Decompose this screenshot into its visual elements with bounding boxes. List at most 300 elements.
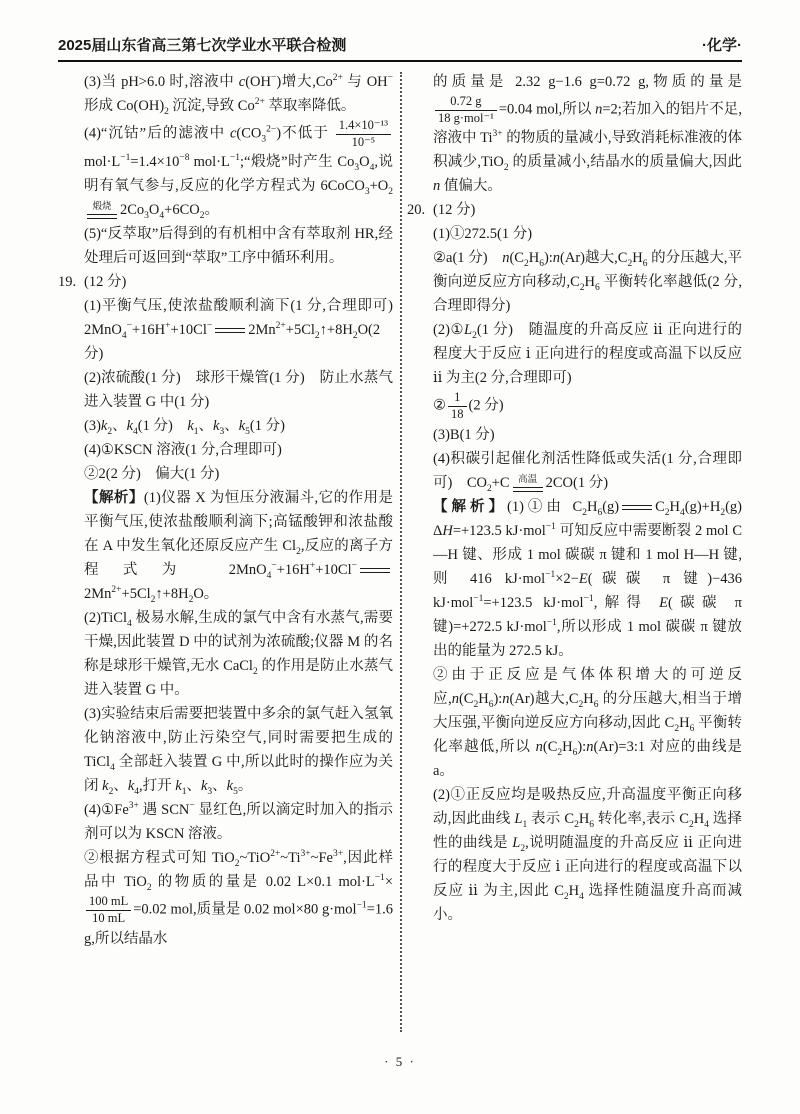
text-run: 【解析】 (84, 490, 144, 507)
text-run: 极易水解,生成的氯气中含有水蒸气,需要干燥,因此装置 D 中的试剂为浓硫酸;仪器 M 的名称是球形干燥管,无水 CaCl (84, 610, 393, 675)
text-run: +O (369, 178, 389, 195)
text-run: 2 (523, 259, 529, 270)
double-line-equals (215, 328, 245, 333)
paragraph (433, 495, 757, 663)
text-run: ②由于正反应是气体体积增大的可逆反应, (433, 666, 742, 707)
text-run: )不低于 (276, 125, 334, 142)
text-run: =+123.5 kJ·mol (452, 522, 546, 539)
text-run: 3 (144, 211, 149, 222)
text-run: 2Mn (248, 322, 276, 339)
text-run: n (502, 690, 510, 707)
text-run: ② (433, 397, 446, 414)
text-run: mol·L (189, 154, 230, 171)
text-run: 4 (134, 787, 139, 798)
text-run: 2 (352, 331, 358, 342)
text-run: (3)当 pH>6.0 时,溶液中 (84, 74, 239, 90)
text-run: L (514, 810, 523, 827)
paragraph (84, 438, 393, 462)
text-run: k (238, 418, 246, 435)
paragraph (84, 798, 393, 846)
text-run: 2 (574, 819, 579, 830)
text-run: 1 (181, 787, 187, 798)
paragraph (433, 447, 742, 495)
text-run: ,解得 (593, 594, 660, 611)
text-run: +16H (131, 322, 166, 339)
text-run: 、 (212, 778, 227, 795)
text-run: O。 (193, 586, 219, 603)
text-run: 2 (557, 747, 563, 758)
text-run: k (187, 418, 194, 435)
text-run: H (442, 522, 453, 539)
text-run: 6 (689, 723, 695, 734)
text-run: O (359, 154, 370, 171)
text-run: n (433, 178, 441, 195)
equals-bar (215, 328, 245, 333)
text-run: n (535, 738, 543, 755)
text-run: 2 (146, 883, 152, 894)
text-run: 6 (595, 283, 600, 294)
paragraph (433, 423, 742, 447)
paragraph (84, 294, 408, 366)
text-run: 1 (193, 427, 199, 438)
text-run: k (213, 418, 220, 435)
paragraph (84, 414, 393, 438)
text-run: mol·L (84, 154, 121, 171)
paragraph (84, 846, 393, 950)
column-divider (400, 72, 402, 1032)
text-run: (1)仪器 X 为恒压分液漏斗,它的作用是平衡气压,使浓盐酸顺利滴下;高锰酸钾和浓盐酸在 A 中发生氧化还原反应产生 Cl (84, 490, 393, 555)
text-run: 4 (110, 763, 115, 774)
text-run: 2 (582, 507, 587, 518)
text-run: 2CO(1 分) (545, 474, 609, 491)
text-run: 2 (164, 106, 169, 117)
text-run: 2 (473, 699, 479, 710)
text-run: 平衡转化率越低,所以 (433, 714, 743, 755)
text-run: 2 (664, 507, 670, 518)
text-run: (12 分) (433, 202, 476, 219)
text-run: ~Ti (280, 850, 301, 867)
fraction: $\frac{100 mL}{10 mL}$ (86, 894, 131, 926)
text-run: 值偏大。 (440, 178, 502, 195)
text-run: 2 (720, 507, 726, 518)
text-run: k (200, 778, 208, 795)
text-run: ,说明有氧气参与,反应的化学方程式为 6CoCO (84, 154, 394, 195)
text-run: (3)实验结束后需要把装置中多余的氯气赶入氢氧化钠溶液中,防止污染空气,同时需要把生成的 TiCl (84, 706, 393, 771)
text-run: 、 (198, 418, 214, 435)
text-run: (1)平衡气压,使浓盐酸顺利滴下(1 分,合理即可) 2MnO (84, 298, 408, 339)
text-run: 2 (472, 331, 477, 342)
text-run: )增大,Co (276, 74, 333, 90)
text-run: 的物质的量是 0.02 L×0.1 mol·L (151, 874, 375, 891)
text-run: 表示 C (527, 810, 575, 827)
text-run: 的物质的量减小,导致消耗标准液的体积减少,TiO (433, 130, 742, 171)
text-run: k (102, 778, 109, 795)
text-run: − (271, 561, 277, 572)
text-run: c (238, 74, 246, 90)
text-run: L (464, 322, 473, 339)
text-run: =0.02 mol,质量是 0.02 mol×80 g·mol (133, 901, 357, 918)
fraction: $\frac{1}{18}$ (448, 390, 467, 422)
text-run: H (586, 498, 598, 515)
subject-label: ·化学· (702, 37, 742, 54)
text-run: +C (491, 474, 510, 491)
text-run: −1 (120, 153, 131, 164)
text-run: 2 (563, 891, 569, 902)
paragraph (433, 70, 742, 198)
text-run: H (528, 250, 540, 267)
text-run: 2 (296, 547, 301, 558)
text-run: 沉淀,导致 Co (168, 98, 255, 114)
paragraph (84, 486, 393, 606)
text-run: 。 (204, 202, 219, 219)
text-run: +5Cl (121, 586, 151, 603)
equals-bar (360, 568, 390, 573)
text-run: E (659, 594, 669, 611)
text-run: =2;若加入的铝片不足,溶液中 Ti (433, 101, 742, 147)
text-run: 3 (219, 427, 225, 438)
paragraph (433, 663, 742, 783)
text-run: (2)TiCl (84, 610, 127, 627)
text-run: ): (493, 690, 503, 707)
paragraph (433, 222, 742, 246)
text-run: 3 (364, 187, 370, 198)
text-run: ): (577, 738, 587, 755)
double-line-equals (360, 568, 390, 573)
text-run: H (578, 810, 590, 827)
reaction-condition-equals (87, 202, 117, 219)
paragraph (84, 222, 393, 270)
text-run: 2 (503, 163, 509, 174)
text-run: k (127, 778, 135, 795)
text-run: 4 (133, 427, 138, 438)
text-run: − (126, 321, 132, 332)
text-run: (Ar)越大,C (509, 690, 579, 707)
text-run: 2 (674, 723, 680, 734)
text-run: 5 (245, 427, 250, 438)
text-run: 的质量是 2.32 g−1.6 g=0.72 g,物质的量是 (433, 74, 742, 90)
text-run: n (502, 250, 510, 267)
text-run: −1 (229, 153, 240, 164)
text-run: 2 (388, 187, 393, 198)
text-run: −1 (545, 521, 556, 532)
text-run: + (309, 561, 316, 572)
text-run: 全部赶入装置 G 中,所以此时的操作应为关闭 (84, 754, 393, 795)
text-run: 、 (112, 418, 127, 435)
paragraph (433, 390, 742, 422)
text-run: k (175, 778, 182, 795)
text-run: −1 (356, 900, 367, 911)
text-run: n (595, 101, 603, 118)
text-run: (Ar)=3:1 对应的曲线是 a。 (433, 738, 743, 779)
text-run: 2 (252, 667, 258, 678)
text-run: (g)+H (684, 498, 721, 515)
text-run: (2)①正反应均是吸热反应,升高温度平衡正向移动,因此曲线 (433, 786, 742, 827)
paragraph (84, 606, 393, 702)
text-run: 6 (597, 507, 603, 518)
text-run: (5)“反萃取”后得到的有机相中含有萃取剂 HR,经处理后可返回到“萃取”工序中循环利用。 (84, 226, 393, 267)
equals-bar (87, 214, 117, 219)
text-run: 4 (121, 331, 127, 342)
text-run: (CO (236, 125, 262, 142)
text-run: 1 (522, 819, 528, 830)
text-run: 4 (159, 211, 165, 222)
text-run: 显红色,所以滴定时加入的指示剂可以为 KSCN 溶液。 (84, 802, 393, 843)
text-run: 选择性随温度升高而减小。 (433, 882, 742, 923)
text-run: 、 (113, 778, 128, 795)
text-run: 转化率,表示 C (594, 810, 689, 827)
paragraph (433, 318, 742, 390)
text-run: +10Cl (315, 562, 352, 579)
text-run: 3+ (333, 849, 344, 860)
text-run: n (586, 738, 594, 755)
text-run: 6 (589, 819, 595, 830)
text-run: 2 (578, 699, 584, 710)
text-run: 2+ (270, 849, 281, 860)
paragraph (433, 246, 742, 318)
text-run: 6 (488, 699, 494, 710)
text-run: (1 分) (137, 418, 188, 435)
text-run: (1)①272.5(1 分) (433, 226, 533, 243)
text-run: (2)浓硫酸(1 分) 球形干燥管(1 分) 防止水蒸气进入装置 G 中(1 分) (84, 370, 393, 411)
text-run: (g) Δ (433, 498, 757, 539)
text-run: (3)B(1 分) (433, 426, 495, 443)
text-run: 4 (704, 819, 709, 830)
text-run: 【解析】 (433, 498, 507, 515)
text-run: − (351, 561, 357, 572)
text-run: 2− (266, 124, 277, 135)
condition-label: 煅烧 (92, 202, 112, 213)
paragraph (433, 783, 742, 927)
left-column (58, 70, 408, 1034)
text-run: (4)①KSCN 溶液(1 分,合理即可) (84, 442, 282, 459)
text-run: (碳碳 π 键)−436 kJ·mol (433, 570, 742, 611)
text-run: H (632, 250, 643, 267)
text-run: × (384, 874, 393, 891)
text-run: 萃取率降低。 (264, 98, 356, 114)
text-run: −1 (583, 593, 594, 604)
text-run: H (478, 690, 489, 707)
text-run: 形成 Co(OH) (84, 98, 165, 114)
text-run: 2 (688, 819, 694, 830)
text-run: 与 OH (342, 74, 388, 90)
text-run: H (693, 810, 705, 827)
equals-bar (513, 487, 543, 492)
text-run: ,反应的离子方程式为 2MnO (84, 538, 394, 579)
text-run: ↑+8H (319, 322, 353, 339)
text-run: 6 (642, 259, 648, 270)
text-run: k (100, 418, 108, 435)
text-run: +16H (276, 562, 310, 579)
fraction: $\frac{0.72 g}{\text{18 g·mol⁻¹}}$ (435, 94, 497, 126)
text-run: O (148, 202, 160, 219)
text-run: n (451, 690, 459, 707)
text-run: (3) (84, 418, 101, 435)
text-run: E (578, 570, 588, 587)
text-run: (4)“沉钴”后的滤液中 (84, 125, 230, 142)
text-run: H (583, 690, 594, 707)
paragraph (84, 70, 393, 118)
text-run: − (189, 801, 195, 812)
text-run: 遇 SCN (138, 802, 190, 819)
text-run: =0.04 mol,所以 (498, 101, 596, 118)
question-number-block (407, 198, 742, 222)
text-run: 2 (199, 211, 205, 222)
text-run: ,所以形成 1 mol 碳碳 π 键放出的能量为 272.5 kJ。 (433, 618, 742, 659)
text-run: −1 (473, 593, 484, 604)
text-run: 可知反应中需要断裂 2 mol C—H 键、形成 1 mol 碳碳 π 键和 1 mol H—H 键,则 416 kJ·mol (433, 522, 742, 587)
text-run: 2+ (332, 73, 343, 84)
text-run: (1 分) (249, 418, 285, 435)
text-run: ;“煅烧”时产生 Co (239, 154, 355, 171)
text-run: (1 分) 随温度的升高反应 ⅱ 正向进行的程度大于反应 ⅰ 正向进行的程度或高温下以反应 ⅱ 为主(2 分,合理即可) (433, 322, 743, 387)
question-number: 19. (58, 274, 77, 291)
text-run: +5Cl (285, 322, 315, 339)
exam-title: 2025届山东省高三第七次学业水平联合检测 (58, 37, 347, 54)
text-run: c (229, 125, 237, 142)
text-run: (12 分) (84, 274, 127, 291)
fraction: $\frac{\text{1.4×10⁻¹³}}{\text{10⁻⁵}}$ (336, 118, 391, 150)
text-run: 2 (579, 283, 585, 294)
text-run: (g) (602, 498, 620, 515)
text-run: +6CO (164, 202, 200, 219)
text-run: 2 (314, 331, 320, 342)
text-run: 5 (233, 787, 238, 798)
text-run: −1 (545, 569, 556, 580)
text-run: 4 (680, 507, 685, 518)
text-run: ②2(2 分) 偏大(1 分) (84, 466, 220, 483)
text-run: 4 (579, 891, 584, 902)
text-run: H (584, 274, 595, 291)
text-run: 4 (266, 571, 272, 582)
page-footer (0, 1054, 800, 1070)
text-run: 3+ (300, 849, 311, 860)
text-run: 2+ (111, 585, 122, 596)
question-number: 20. (407, 202, 426, 219)
text-run: + (165, 321, 171, 332)
text-run: (C (542, 738, 558, 755)
text-run: (Ar)越大,C (560, 250, 628, 267)
text-run: ,说明随温度的升高反应 ⅱ 正向进行的程度大于反应 ⅰ 正向进行的程度或高温下以反应 ⅱ 为主,因此 C (433, 834, 742, 899)
text-run: 平衡转化率越低(2 分,合理即得分) (433, 274, 743, 315)
page-number: · 5 · (384, 1054, 416, 1069)
text-run: ,打开 (139, 778, 176, 795)
text-run: 。 (237, 778, 253, 795)
text-run: =+123.5 kJ·mol (483, 594, 584, 611)
text-run: 3+ (492, 129, 503, 140)
text-run: − (387, 73, 394, 84)
paragraph (84, 702, 393, 798)
text-run: (碳碳 π 键)=+272.5 kJ·mol (433, 594, 742, 635)
text-run: − (206, 321, 213, 332)
text-run: (2 分) (468, 397, 504, 414)
text-run: 2+ (275, 321, 286, 332)
text-run: 的质量减小,结晶水的质量偏大,因此 (508, 154, 742, 171)
two-column-layout (58, 70, 757, 1034)
text-run: (4)①Fe (84, 802, 129, 819)
text-run: 选择性的曲线是 (433, 810, 743, 851)
double-line-equals (622, 505, 652, 510)
text-run: 4 (126, 619, 132, 630)
text-run: 的分压越大,相当于增大压强,平衡向逆反应方向移动,因此 C (433, 690, 743, 731)
reaction-condition-equals (513, 475, 543, 492)
text-run: H (562, 738, 573, 755)
paragraph (84, 462, 393, 486)
text-run: 2 (188, 595, 194, 606)
text-run: 4 (369, 163, 375, 174)
text-run: +10Cl (170, 322, 207, 339)
text-run: 3+ (128, 801, 139, 812)
text-run: O(2 分) (84, 322, 381, 363)
text-run: (4)积碳引起催化剂活性降低或失活(1 分,合理即可) CO (433, 450, 742, 491)
text-run: (C (458, 690, 474, 707)
text-run: ②根据方程式可知 TiO (84, 850, 235, 867)
text-run: n (552, 250, 561, 267)
text-run: ×2− (555, 570, 579, 587)
text-run: 的分压越大,平衡向逆反应方向移动,C (433, 250, 743, 291)
text-run: H (679, 714, 690, 731)
text-run: 的作用是防止水蒸气进入装置 G 中。 (84, 658, 393, 699)
text-run: 、 (224, 418, 239, 435)
text-run: −1 (546, 617, 557, 628)
text-run: − (271, 73, 277, 84)
text-run: (OH (245, 74, 271, 90)
text-run: H (568, 882, 580, 899)
text-run: −8 (179, 153, 190, 164)
text-run: 2Co (120, 202, 145, 219)
text-run: ↑+8H (155, 586, 189, 603)
text-run: H (669, 498, 681, 515)
question-number-block (58, 270, 393, 294)
text-run: 、 (186, 778, 201, 795)
text-run: (1)①由 C (507, 498, 583, 515)
text-run: k (126, 418, 134, 435)
right-column (407, 70, 757, 1034)
page-header (58, 34, 742, 62)
text-run: 2 (520, 843, 526, 854)
text-run: C (655, 498, 665, 515)
text-run: 3 (207, 787, 213, 798)
text-run: 2 (627, 259, 633, 270)
text-run: =1.4×10 (130, 154, 180, 171)
text-run: 2 (234, 859, 240, 870)
text-run: 2+ (254, 97, 265, 108)
text-run: −1 (374, 873, 385, 884)
text-run: 2 (107, 427, 113, 438)
text-run: 6 (539, 259, 544, 270)
text-run: (2)① (433, 322, 465, 339)
text-run: =1.6 g,所以结晶水 (84, 901, 393, 947)
text-run: 2 (150, 595, 156, 606)
paragraph (84, 118, 393, 222)
text-run: 2 (108, 787, 114, 798)
text-run: 6 (572, 747, 578, 758)
text-run: ~Fe (310, 850, 333, 867)
text-run: 2 (486, 483, 492, 494)
text-run: k (226, 778, 234, 795)
text-run: ②a(1 分) (433, 250, 503, 267)
text-run: 3 (261, 134, 267, 145)
condition-label: 高温 (518, 474, 538, 485)
text-run: ,因此样品中 TiO (84, 850, 393, 891)
text-run: 3 (354, 163, 360, 174)
text-run: 2Mn (84, 586, 112, 603)
text-run: L (512, 834, 521, 851)
text-run: (C (509, 250, 524, 267)
paragraph (84, 366, 393, 414)
text-run: ~TiO (239, 850, 271, 867)
equals-bar (622, 505, 652, 510)
text-run: ): (543, 250, 553, 267)
